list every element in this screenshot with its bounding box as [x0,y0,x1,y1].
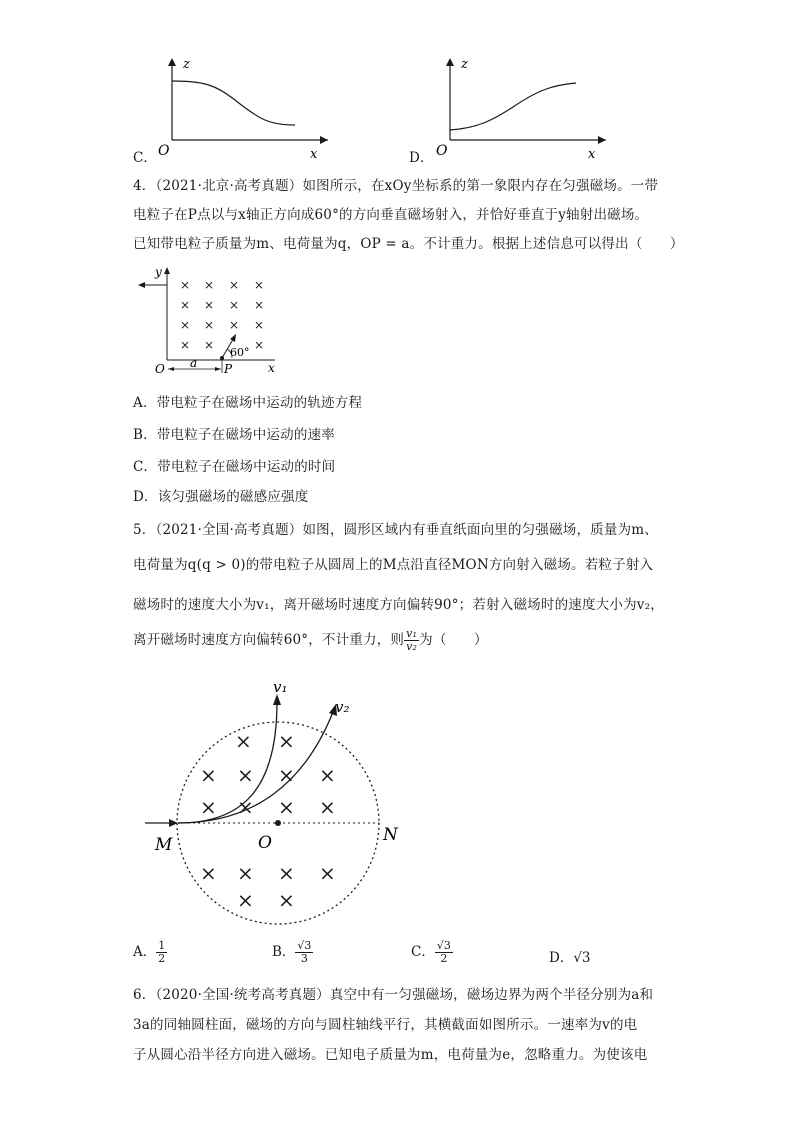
q5-option-d: D．√3 [549,950,591,966]
svg-text:×: × [278,861,295,885]
q5-line-4 [133,628,488,653]
graph-d-axis-z: z [461,57,468,72]
q6-line-1: 6．（2020·全国·统考高考真题）真空中有一匀强磁场，磁场边界为两个半径分别为a和 [133,987,654,1003]
svg-text:×: × [237,795,254,819]
svg-text:×: × [180,298,191,312]
q4-line-3: 已知带电粒子质量为m、电荷量为q，OP = a。不计重力。根据上述信息可以得出（ ） [133,236,684,252]
q5-line-1: 5．（2021·全国·高考真题）如图，圆形区域内有垂直纸面向里的匀强磁场，质量为m、 [133,522,658,538]
svg-text:×: × [319,795,336,819]
q4-origin: O [155,362,165,376]
option-d-label: D． [409,150,434,166]
q5-label-n: N [383,825,398,845]
q4-axis-x: x [268,361,275,375]
svg-text:×: × [229,298,240,312]
q5-line-4-post: 为（ ） [419,632,488,648]
q4-option-b: B．带电粒子在磁场中运动的速率 [133,427,335,443]
q4-line-2: 电粒子在P点以与x轴正方向成60°的方向垂直磁场射入，并恰好垂直于y轴射出磁场。 [133,207,649,223]
q4-line-1: 4．（2021·北京·高考真题）如图所示，在xOy坐标系的第一象限内存在匀强磁场。一带 [133,178,659,194]
svg-text:×: × [254,338,265,352]
svg-text:×: × [237,861,254,885]
svg-text:×: × [204,278,215,292]
graph-c-origin: O [158,143,170,159]
svg-text:×: × [278,729,295,753]
q4-axis-y: y [155,265,162,279]
graph-c-axis-z: z [183,57,190,72]
q5-label-o: O [258,833,272,853]
q6-line-2: 3a的同轴圆柱面，磁场的方向与圆柱轴线平行，其横截面如图所示。一速率为v的电 [133,1017,638,1033]
q4-figure [135,263,285,375]
q4-point-p: P [224,362,233,376]
svg-text:×: × [229,278,240,292]
q4-dimension-a: a [190,356,198,370]
q4-field-crosses [180,278,264,352]
svg-text:×: × [319,763,336,787]
q5-line-2: 电荷量为q(q > 0)的带电粒子从圆周上的M点沿直径MON方向射入磁场。若粒子射入 [133,557,654,573]
q5-ratio-fraction: $\frac{\text{v₁}}{\text{v₂}}$ [406,627,418,653]
graph-d-axis-x: x [588,147,596,162]
q5-figure [145,672,405,922]
q4-option-c: C．带电粒子在磁场中运动的时间 [133,459,336,475]
svg-text:×: × [204,318,215,332]
q5-option-b-fraction: $\frac{√3}{3}$ [297,939,312,965]
svg-text:×: × [319,861,336,885]
svg-text:×: × [237,763,254,787]
svg-text:×: × [237,888,254,912]
svg-text:×: × [204,338,215,352]
q5-line-4-pre: 离开磁场时速度方向偏转60°，不计重力，则 [133,632,405,648]
q5-field-crosses [200,729,336,912]
svg-text:×: × [204,298,215,312]
q5-option-b: B． $\frac{√3}{3}$ [272,939,312,965]
svg-text:×: × [200,861,217,885]
svg-text:×: × [254,278,265,292]
svg-text:×: × [235,729,252,753]
graph-d-origin: O [436,143,448,159]
svg-text:×: × [278,795,295,819]
graph-c-axis-x: x [310,147,318,162]
q6-line-3: 子从圆心沿半径方向进入磁场。已知电子质量为m，电荷量为e，忽略重力。为使该电 [133,1047,648,1063]
q5-option-c-fraction: $\frac{√3}{2}$ [436,939,451,965]
q4-option-d: D．该匀强磁场的磁感应强度 [133,489,309,505]
graph-d [428,55,613,165]
svg-text:×: × [180,338,191,352]
q4-option-a: A．带电粒子在磁场中运动的轨迹方程 [133,395,363,411]
option-c-label: C． [133,150,157,166]
svg-text:×: × [254,318,265,332]
q5-line-3: 磁场时的速度大小为v₁，离开磁场时速度方向偏转90°；若射入磁场时的速度大小为v₂， [133,597,664,613]
graph-c [150,55,335,165]
q5-label-v1: v₁ [273,678,288,696]
q5-option-c: C． $\frac{√3}{2}$ [411,939,451,965]
q5-option-a-fraction: $\frac{1}{2}$ [158,939,166,965]
svg-text:×: × [278,888,295,912]
q5-label-v2: v₂ [335,698,350,716]
svg-text:×: × [229,318,240,332]
svg-text:×: × [200,763,217,787]
svg-text:×: × [254,298,265,312]
svg-text:×: × [180,278,191,292]
q5-label-m: M [155,835,173,855]
svg-text:×: × [180,318,191,332]
q5-option-a: A． $\frac{1}{2}$ [133,939,166,965]
q4-angle-label: 60° [230,346,250,359]
svg-text:×: × [278,763,295,787]
svg-text:×: × [200,795,217,819]
q5-center-dot [275,820,281,826]
